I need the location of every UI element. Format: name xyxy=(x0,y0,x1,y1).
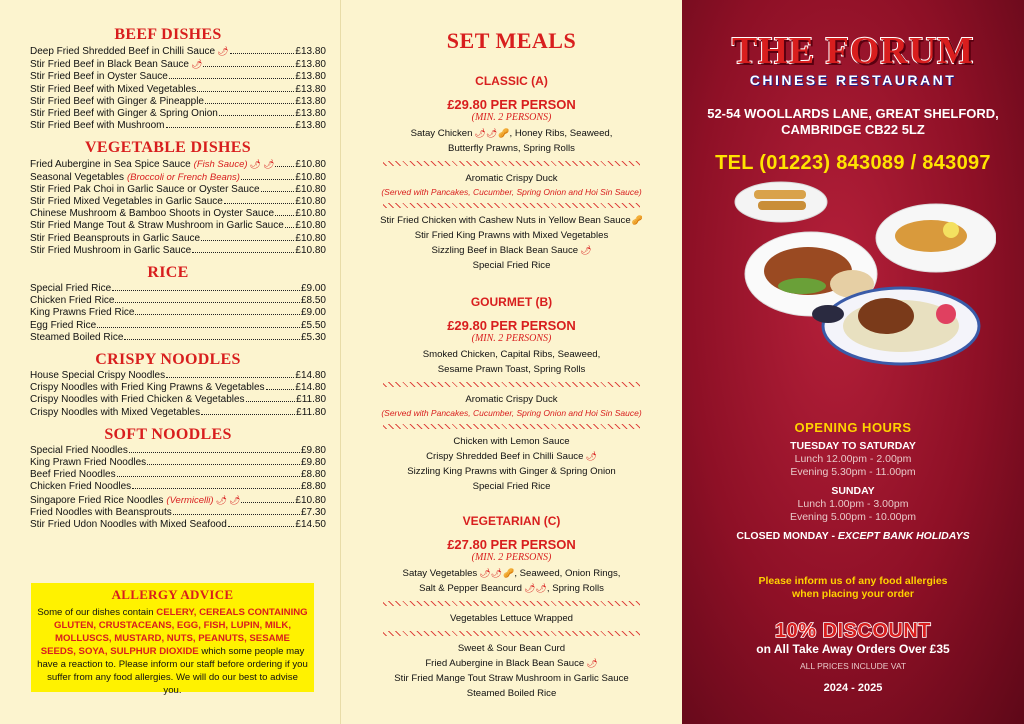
dot-leader xyxy=(169,78,295,79)
dot-leader xyxy=(285,227,295,228)
menu-left-panel xyxy=(0,0,340,724)
dish-price: £10.80 xyxy=(295,196,326,208)
time-range: Evening 5.30pm - 11.00pm xyxy=(790,466,916,478)
section-title: VEGETABLE DISHES xyxy=(85,139,251,157)
dot-leader xyxy=(166,377,294,378)
dish-price: £10.80 xyxy=(295,244,326,256)
menu-item xyxy=(30,382,326,394)
meal-line xyxy=(341,126,682,141)
section-title: SOFT NOODLES xyxy=(104,425,232,443)
dish-price: £8.80 xyxy=(300,481,326,493)
dish-name: Beef Fried Noodles xyxy=(30,469,116,481)
dish-name: Stir Fried Mixed Vegetables in Garlic Sauce xyxy=(30,196,223,208)
closed-exception: EXCEPT BANK HOLIDAYS xyxy=(837,530,970,542)
dish-price: £10.80 xyxy=(295,220,326,232)
allergy-notice-line: when placing your order xyxy=(792,588,914,600)
menu-item xyxy=(30,494,326,507)
chili-icon: 🌶🌶 xyxy=(479,568,503,578)
dot-leader xyxy=(241,179,294,180)
menu-list xyxy=(30,45,326,132)
zigzag-divider xyxy=(383,203,640,208)
dish-price: £10.80 xyxy=(295,171,326,183)
dish-name: Seasonal Vegetables xyxy=(30,171,124,183)
meal-line: Aromatic Crispy Duck xyxy=(465,173,558,184)
menu-item xyxy=(30,184,326,196)
meal-min: (MIN. 2 PERSONS) xyxy=(471,112,552,123)
dish-name: Chicken Fried Noodles xyxy=(30,481,132,493)
dish-price: £13.80 xyxy=(295,83,326,95)
section-beef xyxy=(30,26,326,132)
time-range: Evening 5.00pm - 10.00pm xyxy=(789,511,917,523)
dish-note: (Vermicelli) xyxy=(166,494,214,506)
dish-name: Stir Fried Mushroom in Garlic Sauce xyxy=(30,244,192,256)
meal-line: Chicken with Lemon Sauce xyxy=(453,436,570,447)
dish-name: Stir Fried Beef in Oyster Sauce xyxy=(30,71,168,83)
day-label: TUESDAY TO SATURDAY xyxy=(790,440,916,452)
meal-line xyxy=(341,656,682,671)
dish-name: Stir Fried Beef with Ginger & Spring Onion xyxy=(30,108,218,120)
dot-leader xyxy=(241,502,294,503)
meal-price: £29.80 PER PERSON xyxy=(447,318,576,333)
meal-price: £27.80 PER PERSON xyxy=(447,537,576,552)
dot-leader xyxy=(117,476,300,477)
meal-item: Salt & Pepper Beancurd xyxy=(419,583,522,594)
meal-line xyxy=(341,581,682,596)
dot-leader xyxy=(97,327,300,328)
menu-item xyxy=(30,307,326,319)
dish-name: Stir Fried Pak Choi in Garlic Sauce or Oyster Sauce xyxy=(30,183,260,195)
menu-item xyxy=(30,332,326,344)
section-title: CRISPY NOODLES xyxy=(95,351,241,369)
dish-name: Special Fried Noodles xyxy=(30,444,128,456)
meal-name: GOURMET (B) xyxy=(470,295,553,309)
dish-price: £14.80 xyxy=(295,370,326,382)
meal-line: Steamed Boiled Rice xyxy=(466,688,557,699)
opening-hours-sunday xyxy=(682,485,1024,524)
opening-hours-title: OPENING HOURS xyxy=(794,420,912,435)
meal-item: Satay Vegetables xyxy=(402,568,478,579)
menu-item xyxy=(30,245,326,257)
dish-price: £13.80 xyxy=(295,46,326,57)
allergy-text-before: Some of our dishes contain xyxy=(37,607,157,618)
menu-item xyxy=(30,295,326,307)
dish-price: £9.00 xyxy=(300,283,326,295)
meal-item: , Seaweed, Onion Rings, xyxy=(514,568,621,579)
chili-icon: 🌶 xyxy=(585,451,597,461)
chili-icon: 🌶 xyxy=(586,658,598,668)
dot-leader xyxy=(201,240,294,241)
dish-name: King Prawns Fried Rice xyxy=(30,307,135,319)
chili-icon: 🌶 xyxy=(215,494,227,505)
dish-price: £13.80 xyxy=(295,95,326,107)
dot-leader xyxy=(224,203,295,204)
meal-line: Smoked Chicken, Capital Ribs, Seaweed, xyxy=(422,349,601,360)
meal-line xyxy=(341,243,682,258)
menu-list xyxy=(30,445,326,531)
dish-note: (Broccoli or French Beans) xyxy=(126,171,240,183)
set-meals-panel xyxy=(340,0,682,724)
dish-name: Stir Fried Beef in Black Bean Sauce xyxy=(30,59,189,71)
discount-details: on All Take Away Orders Over £35 xyxy=(756,642,950,656)
section-title: RICE xyxy=(147,264,189,282)
dish-name: Chinese Mushroom & Bamboo Shoots in Oyster Sauce xyxy=(30,208,275,220)
dot-leader xyxy=(219,115,295,116)
meal-line xyxy=(341,566,682,581)
dish-name: King Prawn Fried Noodles xyxy=(30,457,147,469)
day-label: SUNDAY xyxy=(831,485,875,497)
dish-name: Steamed Boiled Rice xyxy=(30,331,124,343)
menu-item xyxy=(30,407,326,419)
menu-item xyxy=(30,457,326,469)
meal-note: (Served with Pancakes, Cucumber, Spring Onion and Hoi Sin Sauce) xyxy=(381,187,642,197)
dot-leader xyxy=(192,252,294,253)
menu-item xyxy=(30,370,326,382)
vat-notice: ALL PRICES INCLUDE VAT xyxy=(799,661,907,671)
nut-icon: 🥜 xyxy=(498,128,510,138)
dish-price: £5.50 xyxy=(300,319,326,331)
menu-list xyxy=(30,370,326,419)
meal-item: , Spring Rolls xyxy=(546,583,604,594)
menu-item xyxy=(30,108,326,120)
menu-item xyxy=(30,519,326,531)
chili-icon: 🌶🌶 xyxy=(474,128,498,138)
set-meal-vegetarian xyxy=(341,514,682,701)
dish-name: Crispy Noodles with Mixed Vegetables xyxy=(30,406,201,418)
dot-leader xyxy=(228,526,295,527)
meal-item: Sizzling Beef in Black Bean Sauce xyxy=(431,245,579,256)
dot-leader xyxy=(147,464,300,465)
food-photo xyxy=(716,176,996,366)
dish-name: Crispy Noodles with Fried King Prawns & Vegetables xyxy=(30,382,265,394)
meal-line: Special Fried Rice xyxy=(472,260,551,271)
time-range: Lunch 1.00pm - 3.00pm xyxy=(797,498,909,510)
meal-line: Stir Fried Mange Tout Straw Mushroom in Garlic Sauce xyxy=(394,673,629,684)
chili-icon: 🌶 xyxy=(249,159,261,170)
dish-name: Stir Fried Mange Tout & Straw Mushroom in Garlic Sauce xyxy=(30,220,284,232)
dot-leader xyxy=(115,302,299,303)
menu-item xyxy=(30,220,326,232)
meal-item: , Honey Ribs, Seaweed, xyxy=(509,128,613,139)
restaurant-name: THE FORUM xyxy=(731,30,975,72)
dot-leader xyxy=(201,414,295,415)
meal-note: (Served with Pancakes, Cucumber, Spring Onion and Hoi Sin Sauce) xyxy=(381,408,642,418)
dish-name: Special Fried Rice xyxy=(30,283,112,295)
dish-price: £10.80 xyxy=(295,159,326,171)
chili-icon: 🌶 xyxy=(580,245,592,255)
meal-price: £29.80 PER PERSON xyxy=(447,97,576,112)
dot-leader xyxy=(166,127,295,128)
dish-name: Stir Fried Beef with Mushroom xyxy=(30,120,165,132)
time-range: Lunch 12.00pm - 2.00pm xyxy=(794,453,912,465)
dish-name: House Special Crispy Noodles xyxy=(30,370,166,382)
nut-icon: 🥜 xyxy=(503,568,515,578)
section-soft-noodles xyxy=(30,426,326,531)
dish-name: Fried Noodles with Beansprouts xyxy=(30,506,172,518)
dot-leader xyxy=(203,66,294,67)
dot-leader xyxy=(230,53,295,54)
dish-name: Stir Fried Beansprouts in Garlic Sauce xyxy=(30,232,201,244)
meal-item: Fried Aubergine in Black Bean Sauce xyxy=(425,658,585,669)
set-meal-gourmet xyxy=(341,295,682,494)
meal-item: Satay Chicken xyxy=(410,128,473,139)
section-vegetable xyxy=(30,139,326,257)
meal-line: Vegetables Lettuce Wrapped xyxy=(449,613,574,624)
zigzag-divider xyxy=(383,601,640,606)
chili-icon: 🌶🌶 xyxy=(524,583,547,593)
dish-note: (Fish Sauce) xyxy=(193,159,248,171)
meal-item: Crispy Shredded Beef in Chilli Sauce xyxy=(426,451,584,462)
dot-leader xyxy=(266,389,295,390)
dot-leader xyxy=(205,103,294,104)
chili-icon: 🌶 xyxy=(229,494,241,505)
closed-day: CLOSED MONDAY - xyxy=(736,530,838,542)
dish-price: £13.80 xyxy=(295,108,326,120)
dish-price: £8.80 xyxy=(300,469,326,481)
menu-item xyxy=(30,196,326,208)
address-line: 52-54 WOOLLARDS LANE, GREAT SHELFORD, xyxy=(707,106,999,121)
menu-item xyxy=(30,158,326,171)
allergy-notice xyxy=(682,575,1024,601)
meal-name: VEGETARIAN (C) xyxy=(462,514,561,528)
restaurant-subtitle: CHINESE RESTAURANT xyxy=(749,72,957,88)
menu-item xyxy=(30,481,326,493)
meal-min: (MIN. 2 PERSONS) xyxy=(471,333,552,344)
zigzag-divider xyxy=(383,382,640,387)
dish-price: £13.80 xyxy=(295,120,326,132)
allergen-list: CELERY, CEREALS CONTAINING GLUTEN, CRUSTACEANS, EGG, FISH, LUPIN, MILK, MOLLUSCS, MUSTARD, NUTS, PEANUTS, SESAME SEEDS, SOYA, SULPHUR DIOXIDE xyxy=(40,607,308,657)
dot-leader xyxy=(135,314,299,315)
zigzag-divider xyxy=(383,631,640,636)
menu-item xyxy=(30,45,326,58)
dot-leader xyxy=(261,191,295,192)
menu-item xyxy=(30,320,326,332)
address xyxy=(682,106,1024,138)
dot-leader xyxy=(132,488,300,489)
menu-item xyxy=(30,71,326,83)
menu-item xyxy=(30,283,326,295)
dish-name: Crispy Noodles with Fried Chicken & Vegetables xyxy=(30,394,245,406)
dish-name: Stir Fried Beef with Ginger & Pineapple xyxy=(30,95,204,107)
allergy-title: ALLERGY ADVICE xyxy=(111,587,234,602)
menu-item xyxy=(30,394,326,406)
dish-price: £10.80 xyxy=(295,232,326,244)
cover-panel xyxy=(682,0,1024,724)
dish-price: £10.80 xyxy=(295,494,326,506)
menu-item xyxy=(30,208,326,220)
menu-item xyxy=(30,84,326,96)
meal-line xyxy=(341,213,682,228)
dot-leader xyxy=(246,401,296,402)
section-crispy-noodles xyxy=(30,351,326,419)
dot-leader xyxy=(173,514,300,515)
dish-name: Deep Fried Shredded Beef in Chilli Sauce xyxy=(30,46,216,57)
telephone: TEL (01223) 843089 / 843097 xyxy=(715,152,991,174)
dish-price: £11.80 xyxy=(296,406,326,418)
opening-hours-tue-sat xyxy=(682,440,1024,479)
menu-item xyxy=(30,96,326,108)
menu-list xyxy=(30,158,326,257)
zigzag-divider xyxy=(383,424,640,429)
menu-item xyxy=(30,172,326,184)
chili-icon: 🌶 xyxy=(217,46,229,56)
meal-line: Sesame Prawn Toast, Spring Rolls xyxy=(437,364,586,375)
dish-name: Chicken Fried Rice xyxy=(30,295,115,307)
address-line: CAMBRIDGE CB22 5LZ xyxy=(781,122,925,137)
meal-line: Aromatic Crispy Duck xyxy=(465,394,558,405)
dot-leader xyxy=(129,452,300,453)
dish-price: £8.50 xyxy=(300,295,326,307)
allergy-text xyxy=(37,606,308,697)
dish-price: £9.00 xyxy=(300,307,326,319)
set-meals-title: SET MEALS xyxy=(446,28,577,53)
section-rice xyxy=(30,264,326,344)
dish-name: Fried Aubergine in Sea Spice Sauce xyxy=(30,159,191,171)
dish-price: £9.80 xyxy=(300,444,326,456)
menu-item xyxy=(30,233,326,245)
zigzag-divider xyxy=(383,161,640,166)
dish-price: £10.80 xyxy=(295,183,326,195)
dot-leader xyxy=(124,339,300,340)
dish-name: Stir Fried Beef with Mixed Vegetables xyxy=(30,83,197,95)
meal-line: Special Fried Rice xyxy=(472,481,551,492)
meal-line xyxy=(341,449,682,464)
dish-price: £7.30 xyxy=(300,506,326,518)
dot-leader xyxy=(275,215,294,216)
dish-price: £11.80 xyxy=(296,394,326,406)
dish-price: £14.80 xyxy=(295,382,326,394)
meal-line: Stir Fried King Prawns with Mixed Vegetables xyxy=(414,230,609,241)
dish-name: Singapore Fried Rice Noodles xyxy=(30,494,164,506)
meal-line: Sizzling King Prawns with Ginger & Spring Onion xyxy=(407,466,616,477)
menu-item xyxy=(30,445,326,457)
allergy-notice-line: Please inform us of any food allergies xyxy=(758,575,948,587)
chili-icon: 🌶 xyxy=(262,159,275,170)
allergy-text-after: which some people may have a reaction to. Please inform our staff before ordering if you suffer from any food allergies. We will do our best to advise you. xyxy=(37,646,308,696)
allergy-advice-box xyxy=(31,583,314,696)
meal-line: Butterfly Prawns, Spring Rolls xyxy=(448,143,575,154)
dish-name: Egg Fried Rice xyxy=(30,319,97,331)
menu-item xyxy=(30,507,326,519)
dish-name: Stir Fried Udon Noodles with Mixed Seafood xyxy=(30,519,227,531)
meal-min: (MIN. 2 PERSONS) xyxy=(471,552,552,563)
set-meal-classic xyxy=(341,74,682,273)
closed-notice xyxy=(682,530,1024,543)
dish-price: £9.80 xyxy=(300,457,326,469)
discount-banner: 10% DISCOUNT xyxy=(774,620,932,642)
meal-name: CLASSIC (A) xyxy=(475,74,548,88)
dish-price: £14.50 xyxy=(295,519,326,531)
menu-item xyxy=(30,58,326,71)
nut-icon: 🥜 xyxy=(631,215,643,225)
dish-price: £13.80 xyxy=(295,71,326,83)
dish-price: £5.30 xyxy=(300,331,326,343)
dish-price: £13.80 xyxy=(295,59,326,71)
menu-year: 2024 - 2025 xyxy=(823,682,883,694)
dot-leader xyxy=(275,166,294,167)
meal-line: Sweet & Sour Bean Curd xyxy=(457,643,566,654)
meal-item: Stir Fried Chicken with Cashew Nuts in Yellow Bean Sauce xyxy=(380,215,631,226)
chili-icon: 🌶 xyxy=(190,59,203,70)
menu-item xyxy=(30,469,326,481)
dish-price: £10.80 xyxy=(295,208,326,220)
section-title: BEEF DISHES xyxy=(114,26,222,43)
dot-leader xyxy=(112,290,300,291)
menu-item xyxy=(30,120,326,132)
menu-list xyxy=(30,283,326,344)
dot-leader xyxy=(197,91,294,92)
